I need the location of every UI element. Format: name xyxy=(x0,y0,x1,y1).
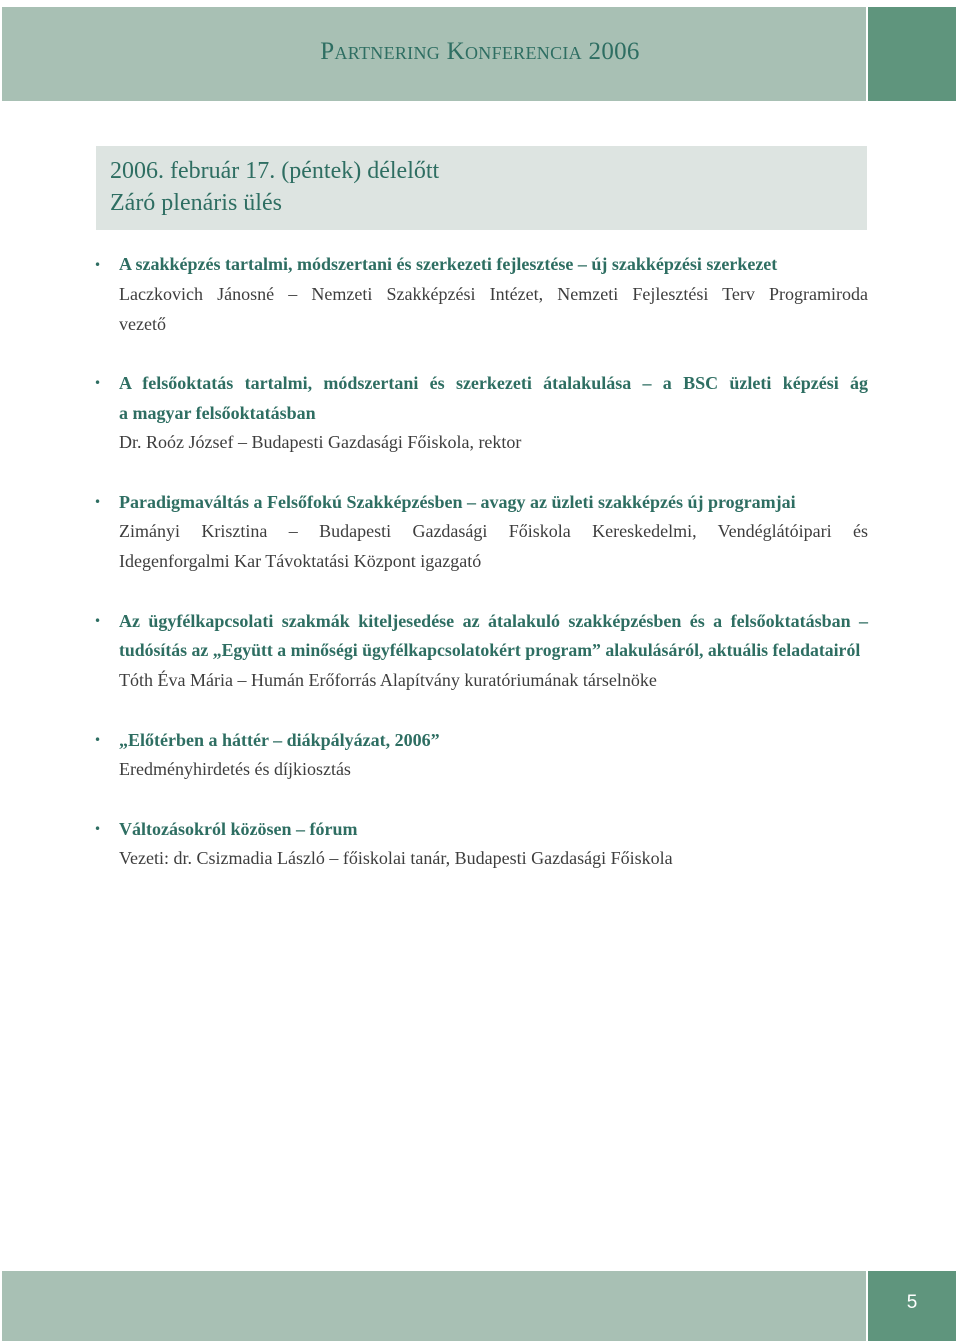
agenda-item-speaker: Idegenforgalmi Kar Távoktatási Központ igazgató xyxy=(119,551,482,571)
agenda-item-title: Az ügyfélkapcsolati szakmák kiteljesedése az átalakuló szakképzésben és a felsőoktatásban – xyxy=(119,611,868,631)
agenda-item-speaker: Laczkovich Jánosné – Nemzeti Szakképzési Intézet, Nemzeti Fejlesztési Terv Programiroda xyxy=(119,284,868,304)
agenda-item-speaker: vezető xyxy=(119,314,166,334)
agenda-item-title: A szakképzés tartalmi, módszertani és szerkezeti fejlesztése – új szakképzési szerkezet xyxy=(119,254,778,274)
page-number: 5 xyxy=(906,1292,918,1313)
agenda-item-speaker: Dr. Roóz József – Budapesti Gazdasági Főiskola, rektor xyxy=(119,432,522,452)
bullet-icon: • xyxy=(94,258,102,272)
agenda-item-title: „Előtérben a háttér – diákpályázat, 2006” xyxy=(119,730,440,750)
bullet-icon: • xyxy=(94,822,102,836)
bullet-icon: • xyxy=(94,376,102,390)
bullet-icon: • xyxy=(94,733,102,747)
conference-title: Partnering Konferencia 2006 xyxy=(320,38,640,65)
agenda-item-speaker: Tóth Éva Mária – Humán Erőforrás Alapítvány kuratóriumának társelnöke xyxy=(119,670,657,690)
agenda-item-title: A felsőoktatás tartalmi, módszertani és szerkezeti átalakulása – a BSC üzleti képzési ág xyxy=(119,373,868,393)
agenda-item-title: a magyar felsőoktatásban xyxy=(119,403,316,423)
bullet-icon: • xyxy=(94,614,102,628)
footer-band xyxy=(2,1271,866,1341)
agenda-item-speaker: Vezeti: dr. Csizmadia László – főiskolai tanár, Budapesti Gazdasági Főiskola xyxy=(119,848,673,868)
session-date: 2006. február 17. (péntek) délelőtt xyxy=(110,158,440,184)
agenda-item-detail: Eredményhirdetés és díjkiosztás xyxy=(119,759,351,779)
agenda-item-title: Változásokról közösen – fórum xyxy=(119,819,358,839)
agenda-item-speaker: Zimányi Krisztina – Budapesti Gazdasági Főiskola Kereskedelmi, Vendéglátóipari és xyxy=(119,521,868,541)
agenda-item-title: Paradigmaváltás a Felsőfokú Szakképzésben – avagy az üzleti szakképzés új programjai xyxy=(119,492,796,512)
bullet-icon: • xyxy=(94,495,102,509)
agenda-item-title: tudósítás az „Együtt a minőségi ügyfélkapcsolatokért program” alakulásáról, aktuális feladatairól xyxy=(119,640,861,660)
session-name: Záró plenáris ülés xyxy=(110,190,282,216)
